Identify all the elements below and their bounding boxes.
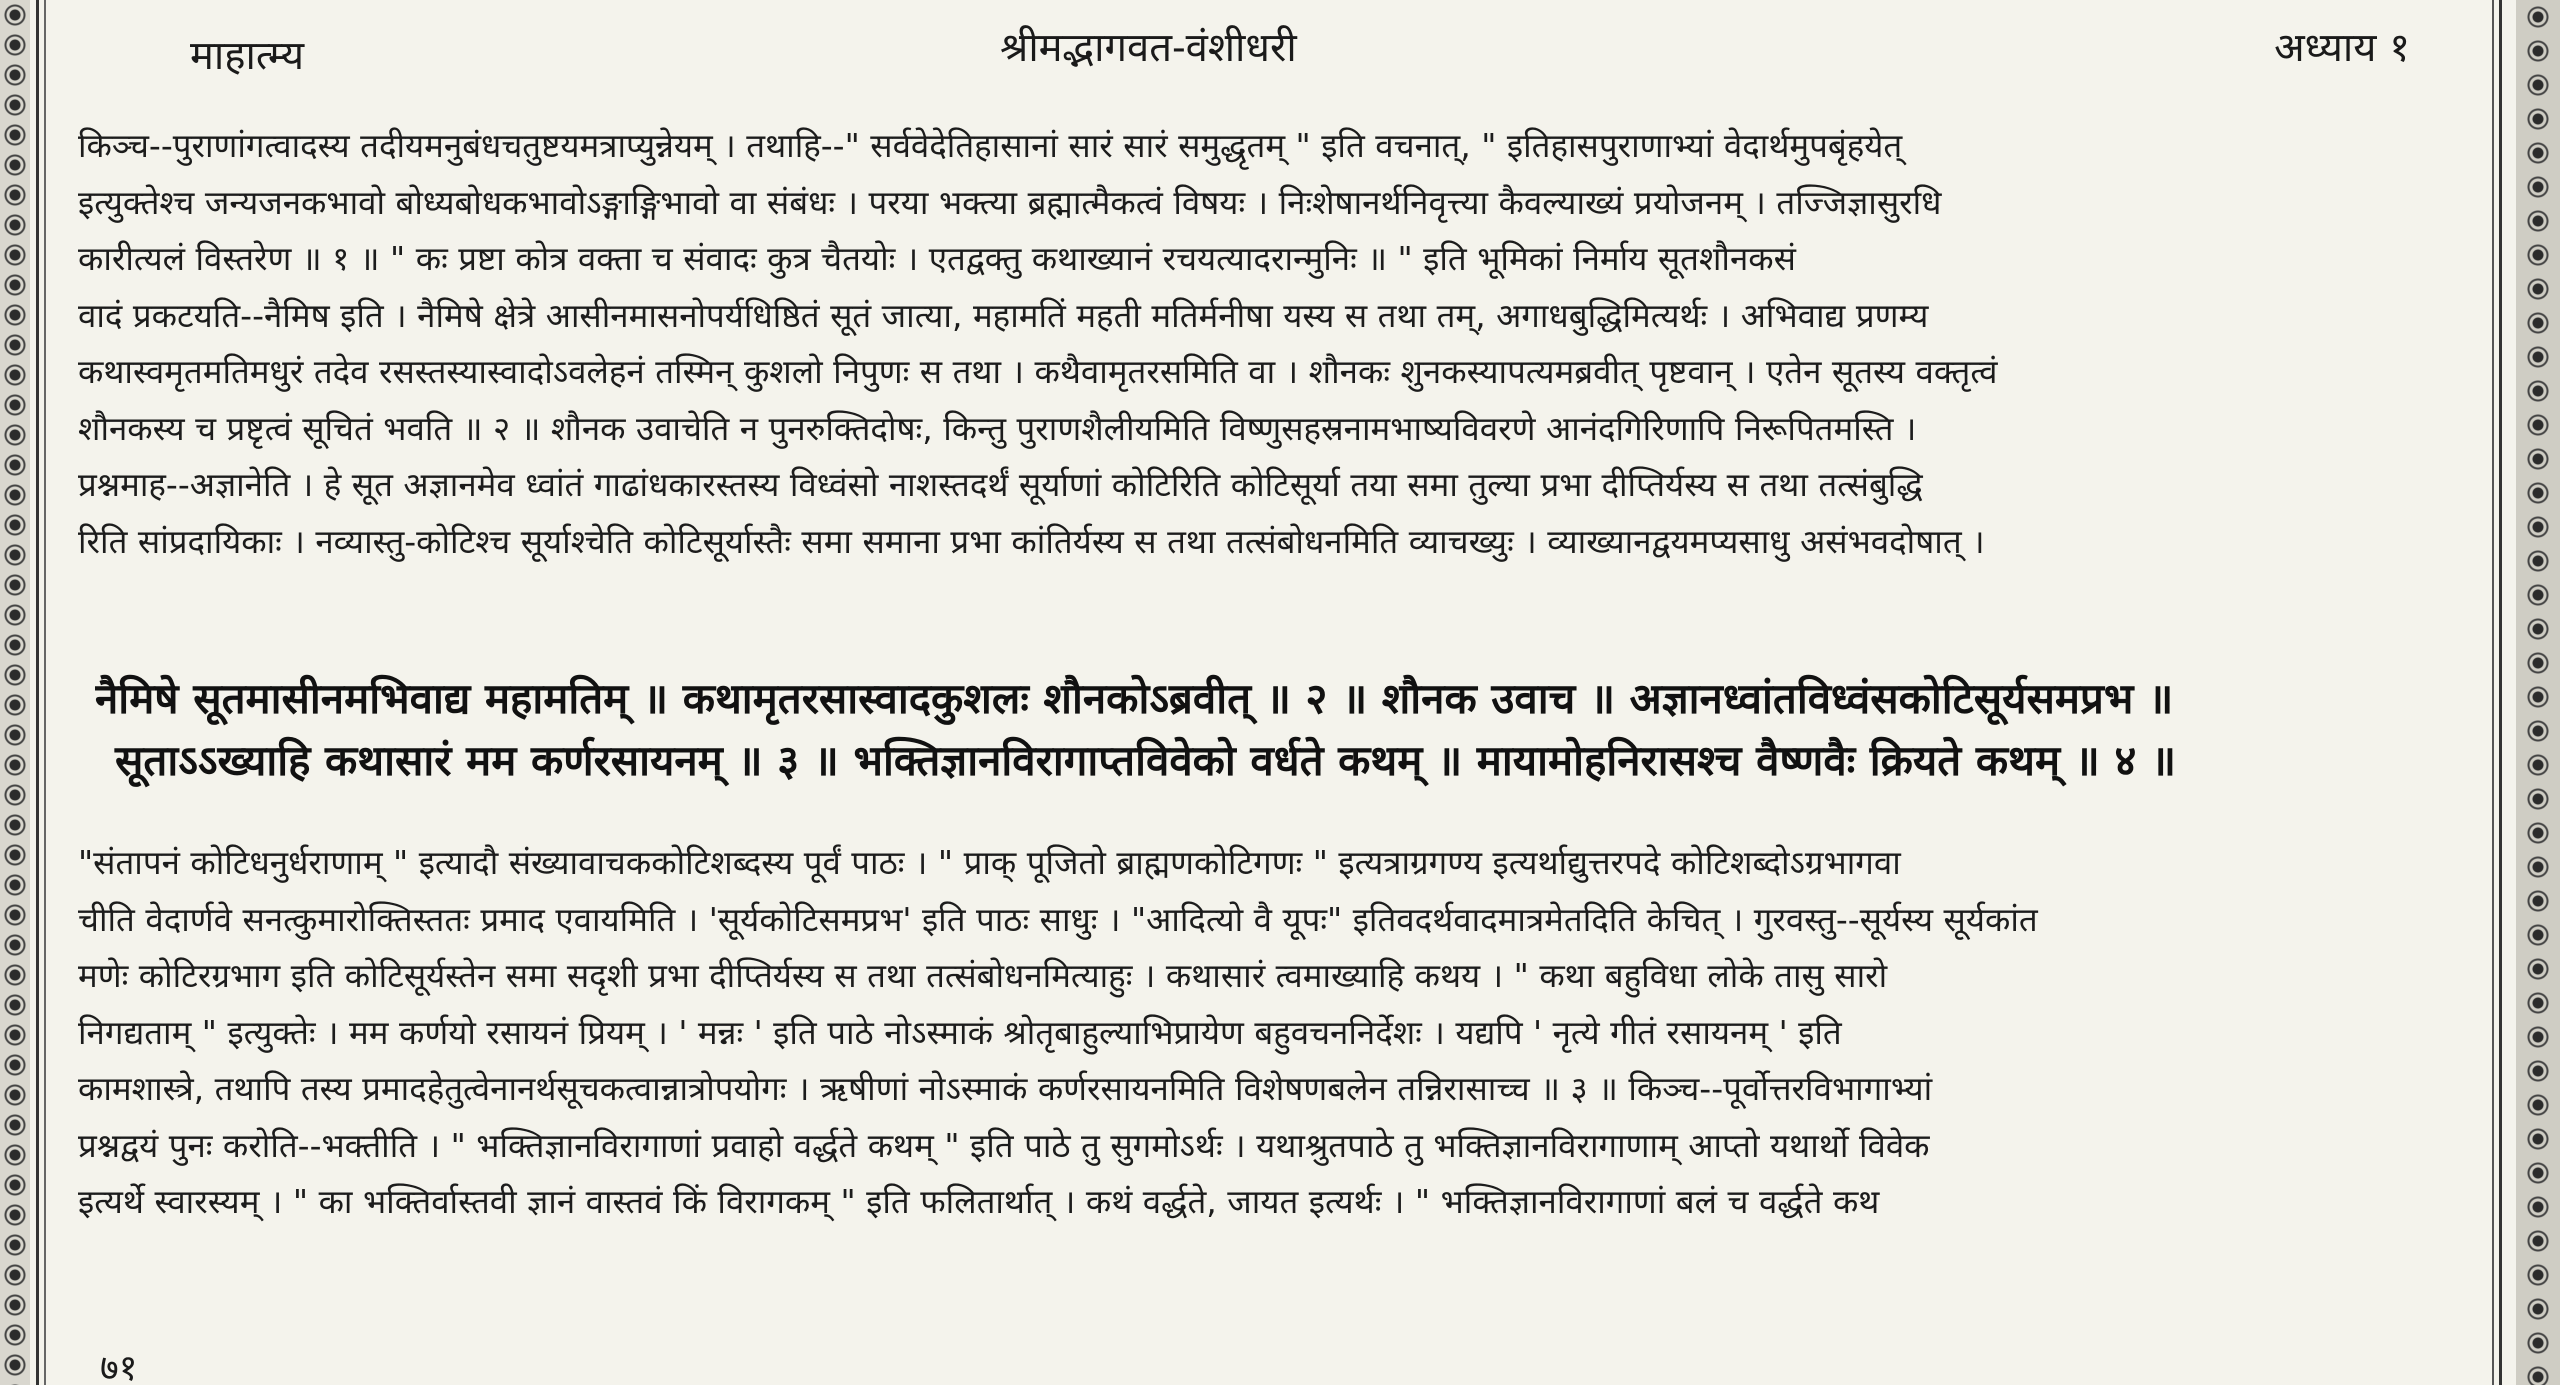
commentary-line: किञ्च--पुराणांगत्वादस्य तदीयमनुबंधचतुष्टयमत्राप्युन्नेयम् । तथाहि--" सर्ववेदेतिहासानां सारं सारं समुद्धृतम् " इति वचनात्, " इतिहासपुराणाभ्यां वेदार्थमुपबृंहयेत् (78, 126, 1903, 165)
right-border-rule-inner (2492, 0, 2494, 1385)
commentary-bottom (78, 835, 2458, 1231)
left-decorative-border (0, 0, 30, 1385)
page-number: ७१ (100, 1348, 138, 1385)
commentary-line: "संतापनं कोटिधनुर्धराणाम् " इत्यादौ संख्यावाचककोटिशब्दस्य पूर्वं पाठः । " प्राक् पूजितो ब्राह्मणकोटिगणः " इत्यत्राग्रगण्य इत्यर्थाद्युत्तरपदे कोटिशब्दोऽग्रभागवा (78, 843, 1901, 882)
commentary-line: कथास्वमृतमतिमधुरं तदेव रसस्तस्यास्वादोऽवलेहनं तस्मिन् कुशलो निपुणः स तथा । कथैवामृतरसमिति वा । शौनकः शुनकस्यापत्यमब्रवीत् पृष्टवान् । एतेन सूतस्य वक्तृत्वं (78, 352, 1998, 391)
commentary-line: प्रश्नमाह--अज्ञानेति । हे सूत अज्ञानमेव ध्वांतं गाढांधकारस्तस्य विध्वंसो नाशस्तदर्थं सूर्याणां कोटिरिति कोटिसूर्या तया समा तुल्या प्रभा दीप्तिर्यस्य स तथा तत्संबुद्धि (78, 465, 1923, 504)
commentary-line: इत्युक्तेश्च जन्यजनकभावो बोध्यबोधकभावोऽङ्गाङ्गिभावो वा संबंधः । परया भक्त्या ब्रह्मात्मैकत्वं विषयः । निःशेषानर्थनिवृत्त्या कैवल्याख्यं प्रयोजनम् । तज्जिज्ञासुरधि (78, 182, 1942, 222)
left-border-rule (36, 0, 39, 1385)
header-section-title: माहात्म्य (190, 33, 305, 79)
running-header (180, 18, 2440, 78)
left-border-rule-inner (44, 0, 46, 1385)
verse-line: नैमिषे सूतमासीनमभिवाद्य महामतिम् ॥ कथामृतरसास्वादकुशलः शौनकोऽब्रवीत् ॥ २ ॥ शौनक उवाच ॥ अज्ञानध्वांतविध्वंसकोटिसूर्यसमप्रभ ॥ (95, 674, 2174, 723)
header-book-title: श्रीमद्भागवत-वंशीधरी (1000, 25, 1297, 71)
commentary-line: प्रश्नद्वयं पुनः करोति--भक्तीति । " भक्तिज्ञानविरागाणां प्रवाहो वर्द्धते कथम् " इति पाठे तु सुगमोऽर्थः । यथाश्रुतपाठे तु भक्तिज्ञानविरागाणाम् आप्तो यथार्थो विवेक (78, 1125, 1930, 1165)
commentary-line: रिति सांप्रदायिकाः । नव्यास्तु-कोटिश्च सूर्याश्चेति कोटिसूर्यास्तैः समा समाना प्रभा कांतिर्यस्य स तथा तत्संबोधनमिति व्याचख्युः । व्याख्यानद्वयमप्यसाधु असंभवदोषात् । (78, 521, 1985, 561)
commentary-line: निगद्यताम् " इत्युक्तेः । मम कर्णयो रसायनं प्रियम् । ' मन्नः ' इति पाठे नोऽस्माकं श्रोतृबाहुल्याभिप्रायेण बहुवचननिर्देशः । यद्यपि ' नृत्ये गीतं रसायनम् ' इति (78, 1012, 1842, 1052)
verse-line: सूताऽऽख्याहि कथासारं मम कर्णरसायनम् ॥ ३ ॥ भक्तिज्ञानविरागाप्तविवेको वर्धते कथम् ॥ मायामोहनिरासश्च वैष्णवैः क्रियते कथम् ॥ ४ ॥ (115, 736, 2177, 785)
commentary-line: चीति वेदार्णवे सनत्कुमारोक्तिस्ततः प्रमाद एवायमिति । 'सूर्यकोटिसमप्रभ' इति पाठः साधुः । "आदित्यो वै यूपः" इतिवदर्थवादमात्रमेतदिति केचित् । गुरवस्तु--सूर्यस्य सूर्यकांत (78, 899, 2038, 939)
commentary-line: कारीत्यलं विस्तरेण ॥ १ ॥ " कः प्रष्टा कोत्र वक्ता च संवादः कुत्र चैतयोः । एतद्वक्तु कथाख्यानं रचयत्यादरान्मुनिः ॥ " इति भूमिकां निर्माय सूतशौनकसं (78, 239, 1796, 278)
commentary-line: मणेः कोटिरग्रभाग इति कोटिसूर्यस्तेन समा सदृशी प्रभा दीप्तिर्यस्य स तथा तत्संबोधनमित्याहुः । कथासारं त्वमाख्याहि कथय । " कथा बहुविधा लोके तासु सारो (78, 956, 1888, 995)
commentary-top (78, 118, 2458, 570)
commentary-line: कामशास्त्रे, तथापि तस्य प्रमादहेतुत्वेनानर्थसूचकत्वान्नात्रोपयोगः । ऋषीणां नोऽस्माकं कर्णरसायनमिति विशेषणबलेन तन्निरासाच्च ॥ ३ ॥ किञ्च--पूर्वोत्तरविभागाभ्यां (78, 1069, 1933, 1108)
header-chapter: अध्याय १ (2274, 25, 2410, 71)
verse-block (95, 668, 2445, 792)
commentary-line: शौनकस्य च प्रष्टृत्वं सूचितं भवति ॥ २ ॥ शौनक उवाचेति न पुनरुक्तिदोषः, किन्तु पुराणशैलीयमिति विष्णुसहस्रनामभाष्यविवरणे आनंदगिरिणापि निरूपितमस्ति । (78, 408, 1917, 448)
commentary-line: वादं प्रकटयति--नैमिष इति । नैमिषे क्षेत्रे आसीनमासनोपर्यधिष्ठितं सूतं जात्या, महामतिं महती मतिर्मनीषा यस्य स तथा तम्, अगाधबुद्धिमित्यर्थः । अभिवाद्य प्रणम्य (78, 295, 1929, 335)
right-border-rule (2499, 0, 2502, 1385)
commentary-line: इत्यर्थे स्वारस्यम् । " का भक्तिर्वास्तवी ज्ञानं वास्तवं किं विरागकम् " इति फलितार्थात् । कथं वर्द्धते, जायत इत्यर्थः । " भक्तिज्ञानविरागाणां बलं च वर्द्धते कथ (78, 1182, 1880, 1221)
right-decorative-border (2516, 0, 2560, 1385)
